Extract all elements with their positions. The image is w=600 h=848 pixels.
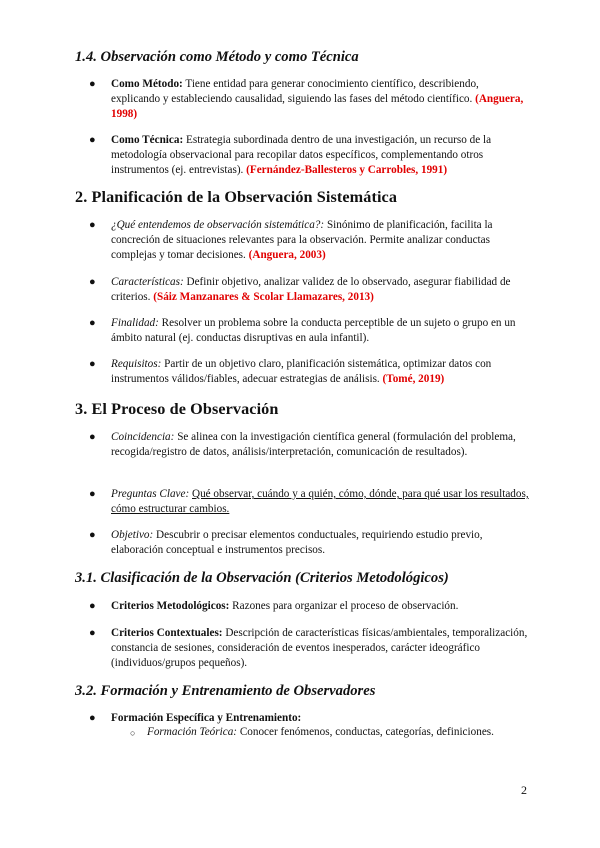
citation: (Tomé, 2019): [382, 372, 445, 385]
item-text: Se alinea con la investigación científica general (formulación del problema, recogida/registro de datos, análisis/interpretación, comunicación de resultados).: [111, 431, 516, 458]
key-questions-text: Qué observar, cuándo y a quién, cómo, dónde, para qué usar los resultados, cómo estructurar cambios.: [111, 488, 529, 515]
page-number: 2: [521, 783, 527, 797]
bullet-icon: ●: [89, 600, 96, 612]
section-heading-1-4: 1.4. Observación como Método y como Técnica: [75, 49, 359, 65]
item-text: Descripción de características físicas/ambientales, temporalización, constancia de sesiones, consideración de eventos inesperados, carácter ideográfico (individuos/grupos pequeños).: [111, 627, 528, 669]
bullet-icon: ●: [89, 627, 96, 639]
list-item: [89, 316, 529, 346]
item-label: Coincidencia:: [111, 431, 175, 443]
bullet-icon: ●: [89, 317, 96, 329]
bullet-icon: ●: [89, 78, 96, 90]
item-text: Sinónimo de planificación, facilita la concreción de situaciones relevantes para la observación. Permite analizar conductas complejas y tomar decisiones.: [111, 219, 493, 261]
bullet-icon: ●: [89, 712, 96, 724]
list-item: [89, 528, 529, 558]
bullet-icon: ●: [89, 219, 96, 231]
list-item: [89, 77, 529, 121]
item-label: Preguntas Clave:: [111, 488, 190, 500]
list-item: [89, 599, 529, 614]
list-item: [89, 275, 529, 305]
item-term: Criterios Contextuales:: [111, 627, 223, 639]
item-term: Como Técnica:: [111, 134, 184, 146]
item-text: Tiene entidad para generar conocimiento científico, describiendo, explicando y estableciendo causalidad, siguiendo las fases del método científico.: [111, 78, 479, 105]
bullet-icon: ●: [89, 529, 96, 541]
item-text: Estrategia subordinada dentro de una investigación, un recurso de la metodología observacional para recopilar datos específicos, complementando otros instrumentos (ej. entrevistas).: [111, 134, 492, 176]
list-item: [89, 218, 529, 262]
bullet-icon: ●: [89, 488, 96, 500]
item-text: Razones para organizar el proceso de observación.: [229, 600, 459, 612]
sub-bullet-icon: ○: [130, 728, 136, 738]
citation: (Sáiz Manzanares & Scolar Llamazares, 2013): [153, 290, 374, 303]
item-label: Requisitos:: [111, 358, 162, 370]
list-item: [89, 487, 529, 517]
bullet-icon: ●: [89, 276, 96, 288]
citation: (Anguera, 2003): [248, 248, 326, 261]
list-item: [89, 133, 529, 177]
citation: (Fernández-Ballesteros y Carrobles, 1991): [246, 163, 448, 176]
item-term: Formación Específica y Entrenamiento:: [111, 712, 302, 724]
section-heading-3-2: 3.2. Formación y Entrenamiento de Observadores: [75, 683, 376, 699]
list-item: [89, 626, 529, 670]
item-term: Criterios Metodológicos:: [111, 600, 230, 612]
section-heading-2: 2. Planificación de la Observación Sistemática: [75, 188, 398, 206]
section-heading-3: 3. El Proceso de Observación: [75, 400, 279, 418]
bullet-icon: ●: [89, 134, 96, 146]
citation: (Anguera, 1998): [111, 92, 524, 120]
bullet-icon: ●: [89, 358, 96, 370]
item-label: ¿Qué entendemos de observación sistemática?:: [111, 219, 325, 231]
item-text: Resolver un problema sobre la conducta perceptible de un sujeto o grupo en un ámbito natural (ej. conductas disruptivas en aula infantil).: [111, 317, 516, 344]
bullet-icon: ●: [89, 431, 96, 443]
list-item: [89, 357, 529, 387]
item-term: Como Método:: [111, 78, 183, 90]
sub-list-item: [130, 725, 547, 740]
item-text: Definir objetivo, analizar validez de lo observado, asegurar fiabilidad de criterios.: [111, 276, 511, 303]
item-text: Partir de un objetivo claro, planificación sistemática, optimizar datos con instrumentos válidos/fiables, adecuar estrategias de análisis.: [111, 358, 492, 385]
list-item: [89, 711, 529, 726]
item-label: Formación Teórica:: [147, 726, 238, 738]
item-text: Descubrir o precisar elementos conductuales, requiriendo estudio previo, elaboración conceptual e instrumentos precisos.: [111, 529, 483, 556]
section-heading-3-1: 3.1. Clasificación de la Observación (Criterios Metodológicos): [75, 570, 449, 586]
item-text: Conocer fenómenos, conductas, categorías, definiciones.: [237, 726, 494, 738]
item-label: Características:: [111, 276, 184, 288]
list-item: [89, 430, 529, 460]
item-label: Objetivo:: [111, 529, 154, 541]
item-label: Finalidad:: [111, 317, 159, 329]
